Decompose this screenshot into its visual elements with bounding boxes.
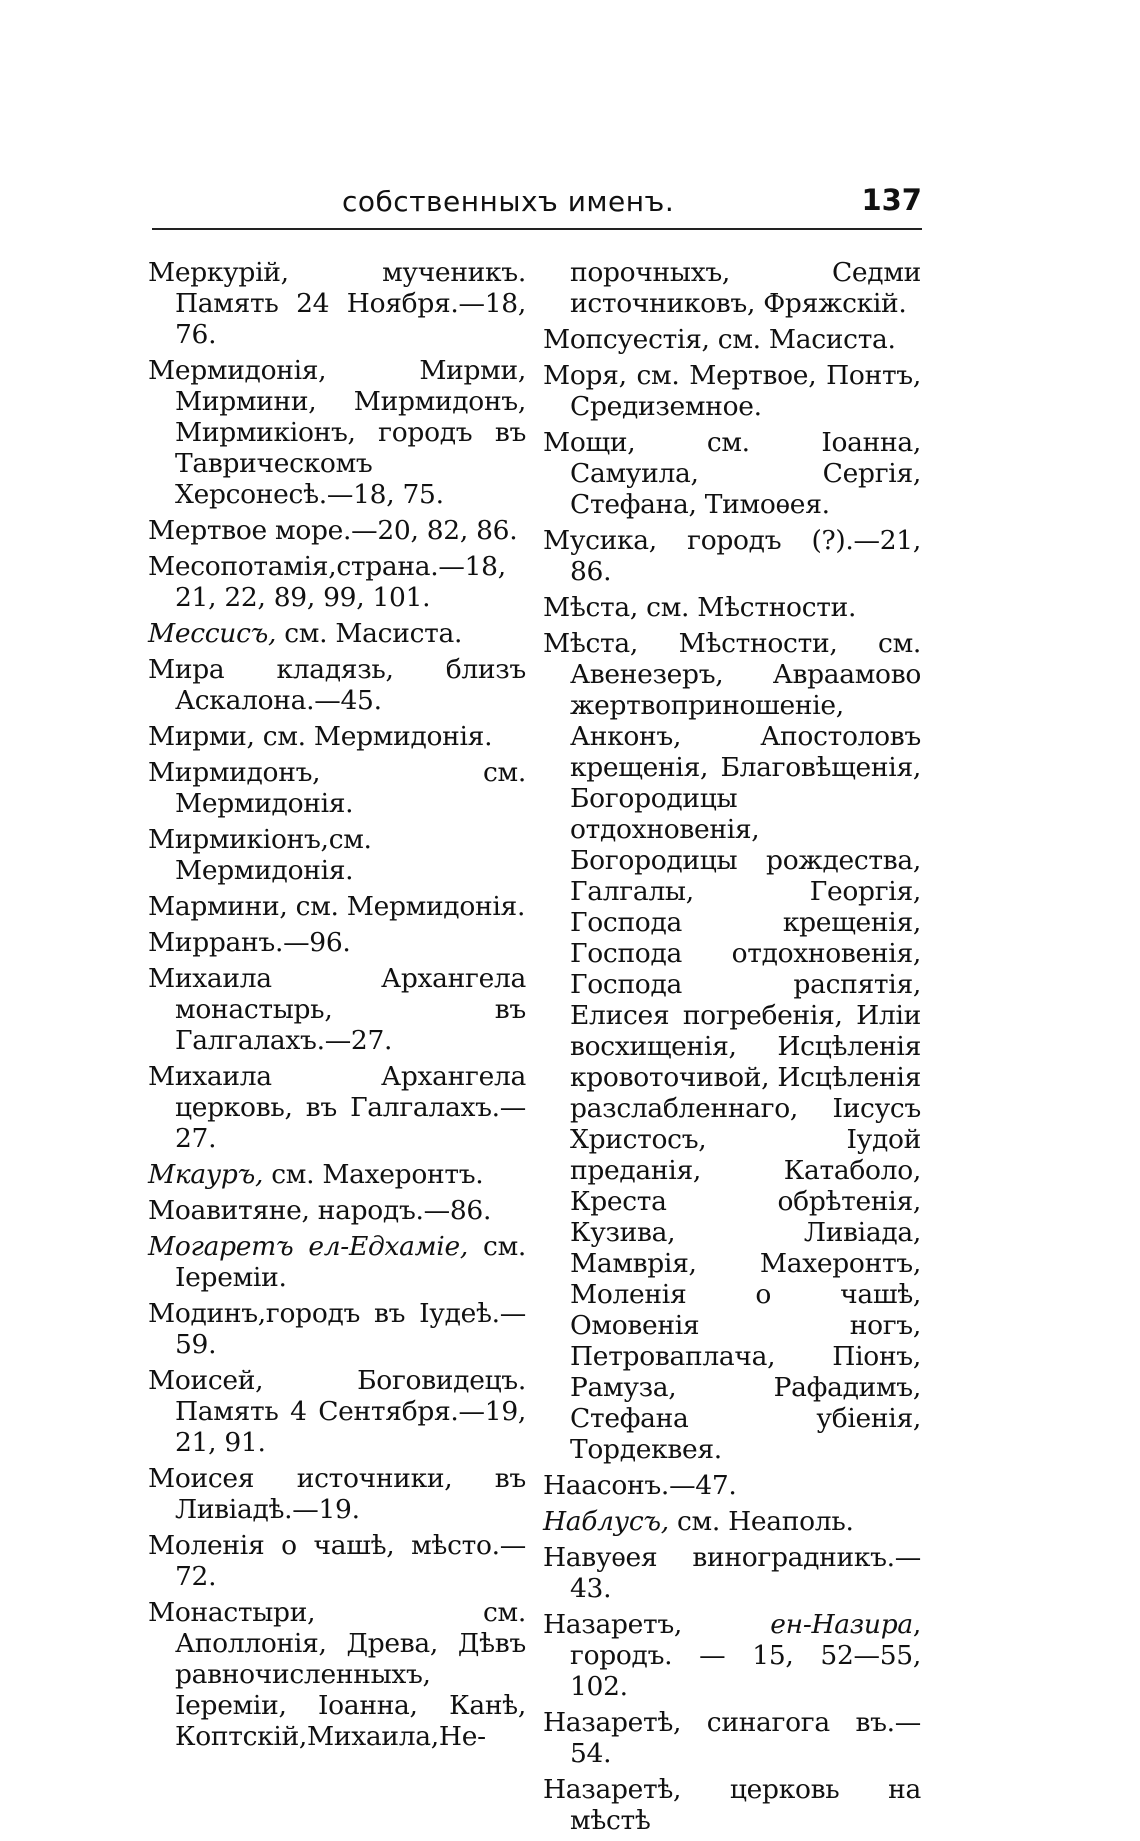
entry-headword: Мопсуестія, xyxy=(543,324,710,355)
entry-headword: Меркурій, xyxy=(148,257,289,288)
entry-text: кладязь, близъ Аскалона.—45. xyxy=(175,654,526,716)
index-entry xyxy=(148,1159,526,1190)
entry-text: Мѣстности, см. Авенезеръ, Авраамово жертвоприношеніе, Анконъ, Апостоловъ крещенія, Благовѣщенія, Богородицы отдохновенія, Богородицы рождества, Галгалы, Георгія, Господа крещенія, Господа отдохновенія, Господа распятія, Елисея погребенія, Иліи восхищенія, Исцѣленія кровоточивой, Исцѣленія разслабленнаго, Іисусъ Христосъ, Іудой преданія, Катаболо, Креста обрѣтенія, Кузива, Ливіада, Мамврія, Махеронтъ, Моленія о чашѣ, Омовенія ногъ, Петроваплача, Піонъ, Рамуза, Рафадимъ, Стефана убіенія, Тордеквея. xyxy=(570,628,921,1465)
entry-headword: Мощи, xyxy=(543,427,636,458)
entry-headword: Моленія xyxy=(148,1530,265,1561)
index-entry xyxy=(543,1470,921,1501)
index-entry xyxy=(543,324,921,355)
entry-headword: Мѣста, xyxy=(543,592,639,623)
index-entry xyxy=(543,628,921,1465)
entry-headword: Мѣста, xyxy=(543,628,639,659)
index-entry xyxy=(543,1609,921,1702)
index-column-left xyxy=(148,257,526,1757)
index-entry xyxy=(543,525,921,587)
entry-text: городъ въ Іудеѣ.—59. xyxy=(175,1298,526,1360)
entry-headword: Могаретъ ел-Едхаміе, xyxy=(148,1231,468,1262)
entry-headword: Мусика, xyxy=(543,525,657,556)
index-entry xyxy=(543,1707,921,1769)
index-entry xyxy=(148,257,526,350)
entry-text: Боговидецъ. Память 4 Сентября.—19, 21, 91. xyxy=(175,1365,526,1458)
entry-text: см. Махеронтъ. xyxy=(263,1159,484,1190)
index-entry xyxy=(148,721,526,752)
entry-text: народъ.—86. xyxy=(309,1195,492,1226)
entry-headword: Навуѳея xyxy=(543,1542,658,1573)
entry-text: церковь на мѣстѣ xyxy=(570,1774,921,1836)
entry-text: см. Іоанна, Самуила, Сергія, Стефана, Тимоѳея. xyxy=(570,427,921,520)
entry-text: городъ (?).—21, 86. xyxy=(570,525,921,587)
entry-headword: Назаретъ, xyxy=(543,1609,683,1640)
index-entry xyxy=(543,1542,921,1604)
entry-headword: Модинъ, xyxy=(148,1298,266,1329)
entry-headword: Мермидонія, xyxy=(148,355,327,386)
entry-text: порочныхъ, Седми источниковъ, Фряжскій. xyxy=(570,257,921,319)
entry-text: Архангела церковь, въ Галгалахъ.—27. xyxy=(175,1061,526,1154)
entry-headword: Мирмидонъ, xyxy=(148,757,321,788)
entry-text: —96. xyxy=(283,927,351,958)
entry-text: см. Масиста. xyxy=(276,618,463,649)
entry-text: страна.—18, 21, 22, 89, 99, 101. xyxy=(175,551,506,613)
entry-text: см. Аполлонія, Древа, Дѣвъ равночисленныхъ, Іереміи, Іоанна, Канѣ, Коптскій,Михаила,Не- xyxy=(175,1597,526,1752)
index-entry xyxy=(148,654,526,716)
index-entry xyxy=(543,257,921,319)
entry-headword: Монастыри, xyxy=(148,1597,316,1628)
index-entry xyxy=(543,360,921,422)
index-entry xyxy=(148,355,526,510)
entry-headword: Мирми, xyxy=(148,721,255,752)
entry-headword: Месопотамія, xyxy=(148,551,337,582)
entry-text: —47. xyxy=(669,1470,737,1501)
entry-headword: Михаила xyxy=(148,1061,272,1092)
entry-headword: Наблусъ, xyxy=(543,1506,669,1537)
index-entry xyxy=(148,618,526,649)
entry-headword: Мертвое xyxy=(148,515,267,546)
entry-headword: Моавитяне, xyxy=(148,1195,310,1226)
entry-headword: Мира xyxy=(148,654,225,685)
entry-headword: Моисея xyxy=(148,1463,255,1494)
entry-headword: Моисей, xyxy=(148,1365,264,1396)
index-entry xyxy=(148,1298,526,1360)
entry-headword: Михаила xyxy=(148,963,272,994)
entry-text: мученикъ. Память 24 Ноября.—18, 76. xyxy=(175,257,526,350)
entry-text: см. Мермидонія. xyxy=(175,824,372,886)
entry-text: см. Мермидонія. xyxy=(175,757,526,819)
entry-text: синагога въ.—54. xyxy=(570,1707,921,1769)
index-entry xyxy=(148,551,526,613)
index-entry xyxy=(148,757,526,819)
entry-text: см. Мертвое, Понтъ, Средиземное. xyxy=(570,360,921,422)
entry-text: см. Мермидонія. xyxy=(254,721,493,752)
index-entry xyxy=(148,824,526,886)
index-entry xyxy=(543,427,921,520)
index-entry xyxy=(148,891,526,922)
running-title: собственныхъ именъ. xyxy=(342,185,675,218)
entry-headword: Мармини, xyxy=(148,891,288,922)
entry-text: Мирми, Мирмини, Мирмидонъ, Мирмикіонъ, городъ въ Таврическомъ Херсонесѣ.—18, 75. xyxy=(175,355,526,510)
entry-text: см. Мермидонія. xyxy=(287,891,526,922)
index-entry xyxy=(148,1231,526,1293)
index-entry xyxy=(543,592,921,623)
index-entry xyxy=(148,1195,526,1226)
index-entry xyxy=(148,1061,526,1154)
index-column-right xyxy=(543,257,921,1841)
entry-headword: Мирранъ. xyxy=(148,927,284,958)
page-number: 137 xyxy=(861,183,922,217)
entry-text: см. Неаполь. xyxy=(668,1506,854,1537)
entry-text: виноградникъ.—43. xyxy=(570,1542,921,1604)
entry-text: см. Масиста. xyxy=(709,324,896,355)
entry-text: море.—20, 82, 86. xyxy=(266,515,518,546)
index-entry xyxy=(148,1530,526,1592)
entry-text: Архангела монастырь, въ Галгалахъ.—27. xyxy=(175,963,526,1056)
index-entry xyxy=(148,927,526,958)
entry-text: о чашѣ, мѣсто.—72. xyxy=(175,1530,526,1592)
index-entry xyxy=(543,1774,921,1836)
index-entry xyxy=(148,963,526,1056)
entry-text: см. Мѣстности. xyxy=(638,592,857,623)
index-entry xyxy=(148,1597,526,1752)
entry-text: см. Іереміи. xyxy=(175,1231,526,1293)
index-entry xyxy=(148,515,526,546)
index-entry xyxy=(148,1365,526,1458)
entry-headword: Мессисъ, xyxy=(148,618,277,649)
entry-headword: Наасонъ. xyxy=(543,1470,670,1501)
entry-headword: Моря, xyxy=(543,360,627,391)
entry-headword: Назаретѣ, xyxy=(543,1707,682,1738)
entry-headword: Мкауръ, xyxy=(148,1159,264,1190)
header-rule xyxy=(152,228,922,230)
entry-headword: Мирмикіонъ, xyxy=(148,824,329,855)
entry-text: источники, въ Ливіадѣ.—19. xyxy=(175,1463,526,1525)
running-header xyxy=(152,185,922,229)
index-entry xyxy=(543,1506,921,1537)
entry-headword: Назаретѣ, xyxy=(543,1774,682,1805)
index-entry xyxy=(148,1463,526,1525)
entry-text: ен-Назира, городъ. — 15, 52—55, 102. xyxy=(570,1609,921,1702)
